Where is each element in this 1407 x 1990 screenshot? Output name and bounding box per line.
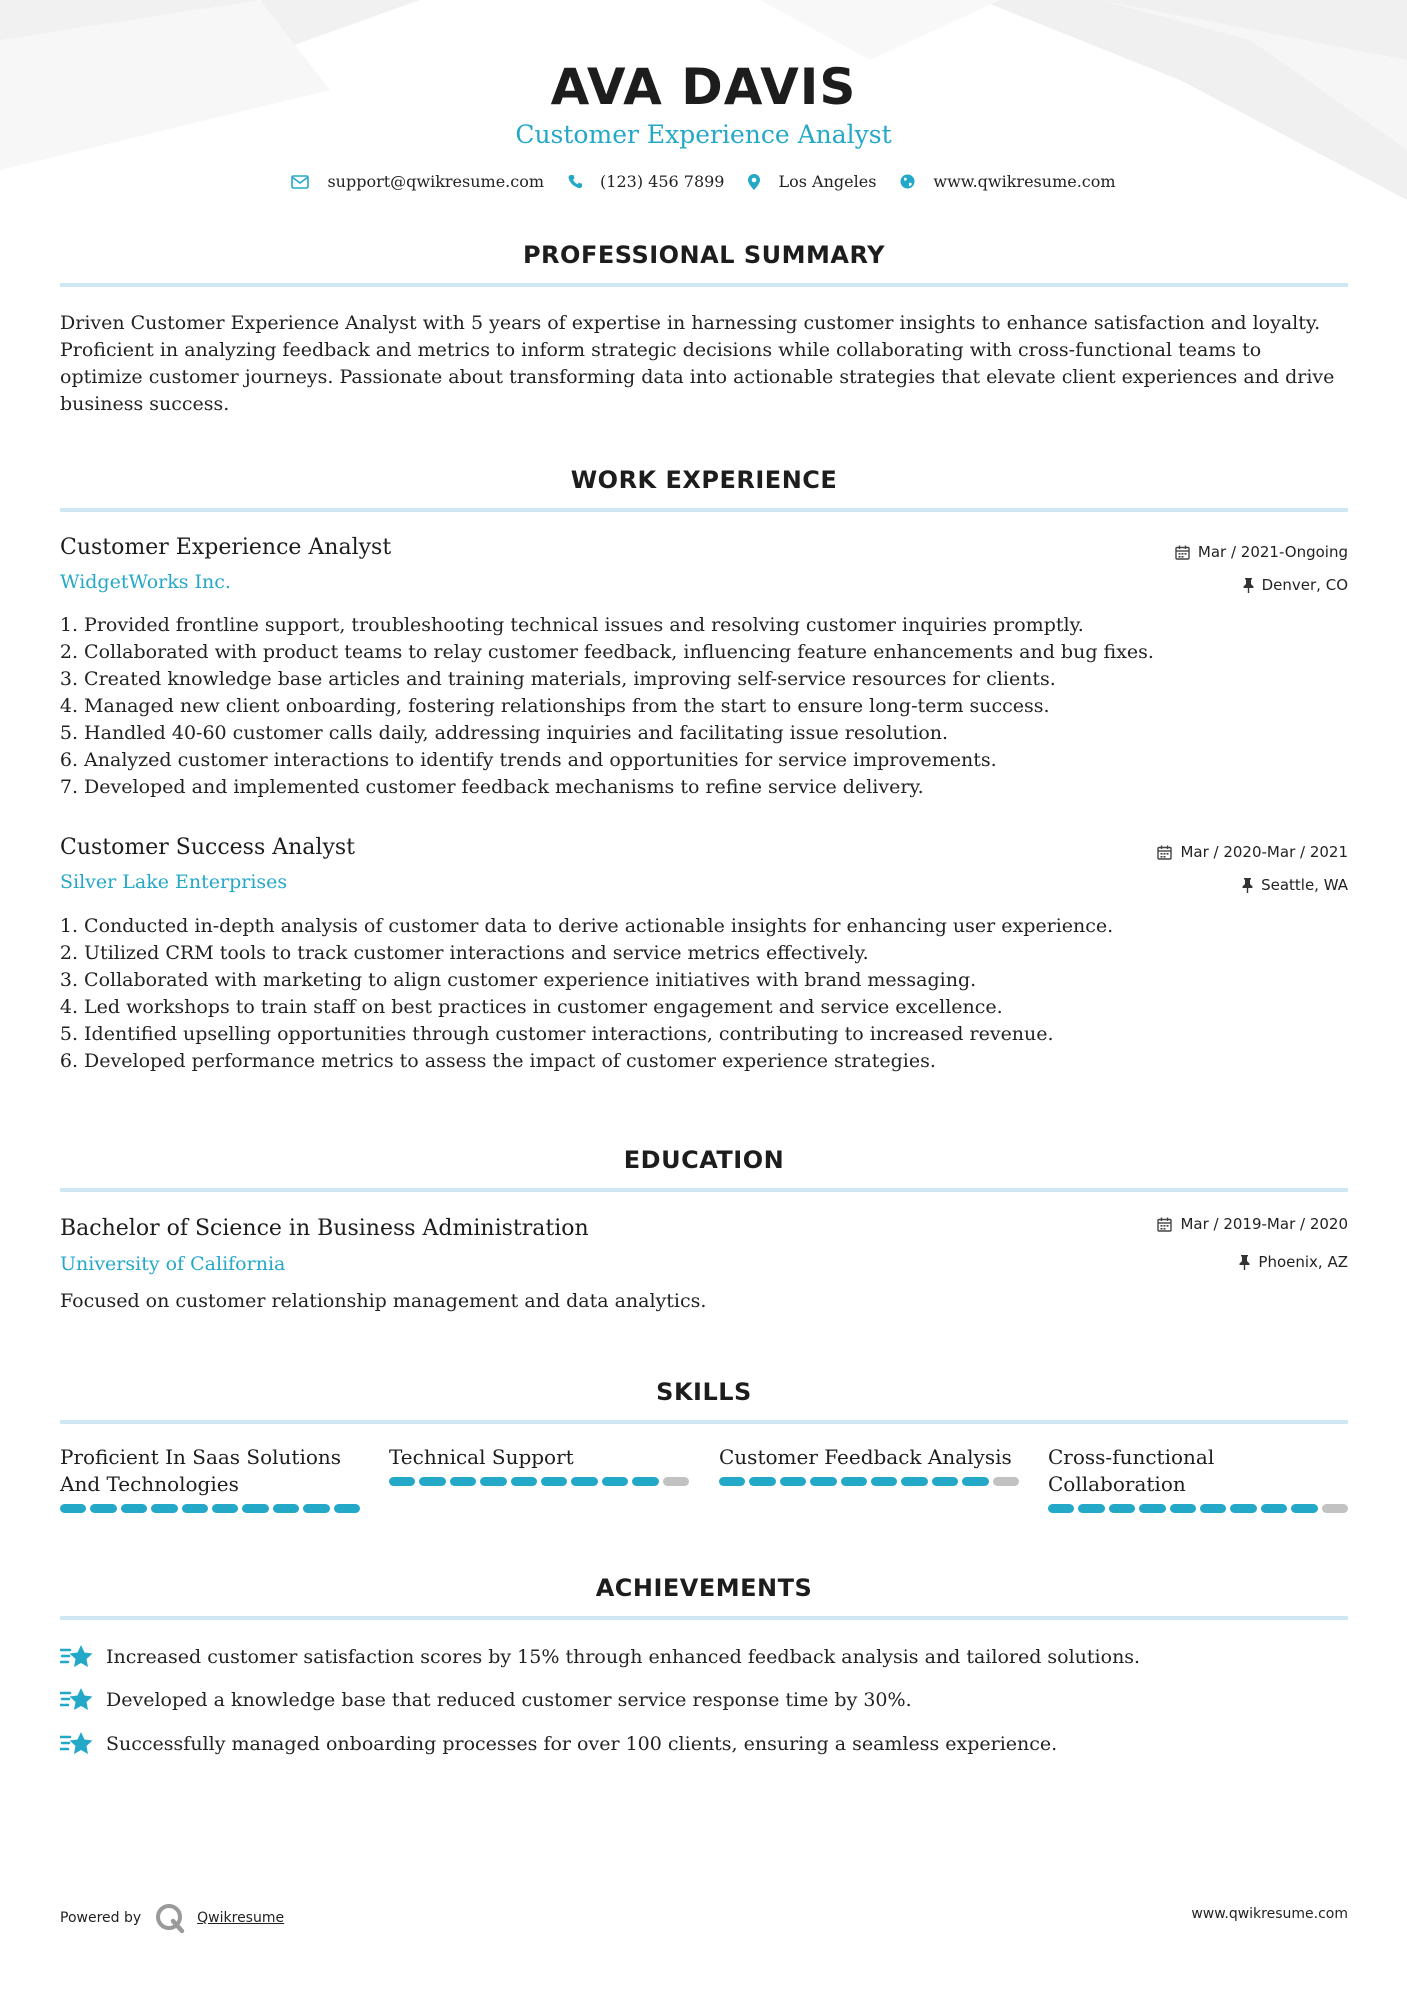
shooting-star-icon: [60, 1644, 94, 1670]
job-1-title: Customer Experience Analyst: [60, 535, 392, 560]
skill-segment-filled: [212, 1504, 238, 1513]
skill-segment-filled: [389, 1477, 415, 1486]
skill-segment-filled: [1139, 1504, 1165, 1513]
skill-segment-filled: [151, 1504, 177, 1513]
skill-segment-filled: [303, 1504, 329, 1513]
footer-website[interactable]: www.qwikresume.com: [1191, 1906, 1348, 1922]
skill-segment-filled: [1078, 1504, 1104, 1513]
calendar-icon: [1157, 845, 1172, 860]
skill-segment-filled: [182, 1504, 208, 1513]
skills-divider: [60, 1420, 1348, 1424]
education-location: [1239, 1253, 1348, 1271]
shooting-star-icon: [60, 1731, 94, 1757]
job-2-location: [1242, 876, 1348, 894]
skill-segment-filled: [1230, 1504, 1256, 1513]
skill-segment-filled: [719, 1477, 745, 1486]
experience-divider: [60, 508, 1348, 512]
job-1-company: WidgetWorks Inc.: [60, 571, 231, 593]
summary-divider: [60, 283, 1348, 287]
skill-name: Proficient In Saas Solutions And Technologies: [60, 1445, 342, 1496]
summary-text: Driven Customer Experience Analyst with 5 years of expertise in harnessing customer insights to enhance satisfaction and loyalty. Proficient in analyzing feedback and metrics to inform strategic decisions while collaborating with cross-functional teams to optimize customer journeys. Passionate about transforming data into actionable strategies that elevate client experiences and drive business success.: [60, 312, 1335, 415]
phone-icon: [568, 174, 582, 189]
list-item: 2. Collaborated with product teams to relay customer feedback, influencing feature enhancements and bug fixes.: [59, 641, 1154, 663]
skill-segment-filled: [841, 1477, 867, 1486]
qwikresume-logo-icon: [155, 1903, 185, 1933]
skill-segment-filled: [419, 1477, 445, 1486]
education-school: University of California: [60, 1253, 286, 1275]
skill-item: [389, 1444, 689, 1486]
skill-name: Customer Feedback Analysis: [719, 1445, 1012, 1469]
skill-segment-filled: [60, 1504, 86, 1513]
achievements-divider: [60, 1616, 1348, 1620]
achievement-text: Successfully managed onboarding processes for over 100 clients, ensuring a seamless experience.: [106, 1733, 1058, 1755]
list-item: 7. Developed and implemented customer feedback mechanisms to refine service delivery.: [59, 776, 924, 798]
skill-segment-filled: [810, 1477, 836, 1486]
qwikresume-link[interactable]: Qwikresume: [197, 1910, 285, 1926]
contact-email[interactable]: [291, 172, 544, 191]
job-2-company: Silver Lake Enterprises: [60, 871, 288, 893]
skill-segment-empty: [993, 1477, 1019, 1486]
achievement-item: [60, 1644, 1140, 1670]
skill-item: [60, 1444, 360, 1513]
skill-level-bar: [1048, 1504, 1348, 1513]
education-degree: Bachelor of Science in Business Administration: [60, 1216, 589, 1241]
contact-location-text: Los Angeles: [778, 172, 877, 191]
skill-level-bar: [60, 1504, 360, 1513]
job-2-bullets: [56, 913, 1346, 1075]
education-dates: [1157, 1215, 1348, 1233]
skill-segment-filled: [1261, 1504, 1287, 1513]
skill-segment-empty: [663, 1477, 689, 1486]
education-heading: EDUCATION: [623, 1146, 785, 1174]
skill-segment-filled: [1048, 1504, 1074, 1513]
contact-phone-text: (123) 456 7899: [600, 172, 725, 191]
globe-icon: [900, 174, 915, 189]
contact-email-text: support@qwikresume.com: [327, 172, 545, 191]
powered-by-label: Powered by: [60, 1910, 142, 1926]
job-2-title: Customer Success Analyst: [60, 835, 356, 860]
skill-segment-filled: [749, 1477, 775, 1486]
job-2-dates: [1157, 843, 1348, 861]
achievements-heading: ACHIEVEMENTS: [595, 1574, 813, 1602]
achievement-item: [60, 1687, 912, 1713]
list-item: 3. Created knowledge base articles and training materials, improving self-service resources for clients.: [59, 668, 1056, 690]
pushpin-icon: [1242, 878, 1253, 893]
job-1-dates: [1175, 543, 1348, 561]
achievement-text: Developed a knowledge base that reduced customer service response time by 30%.: [106, 1689, 912, 1711]
pushpin-icon: [1239, 1255, 1250, 1270]
skill-segment-filled: [334, 1504, 360, 1513]
job-1-location-text: Denver, CO: [1261, 576, 1348, 594]
shooting-star-icon: [60, 1687, 94, 1713]
list-item: 6. Developed performance metrics to assess the impact of customer experience strategies.: [59, 1050, 936, 1072]
job-2-location-text: Seattle, WA: [1261, 876, 1348, 894]
calendar-icon: [1175, 545, 1190, 560]
list-item: 2. Utilized CRM tools to track customer interactions and service metrics effectively.: [59, 942, 869, 964]
contact-website[interactable]: [900, 172, 1115, 191]
contact-location: [748, 172, 876, 191]
contact-phone[interactable]: [568, 172, 724, 191]
summary-heading: PROFESSIONAL SUMMARY: [522, 241, 886, 269]
pushpin-icon: [1243, 578, 1254, 593]
skill-segment-filled: [1109, 1504, 1135, 1513]
skill-name: Cross-functional Collaboration: [1048, 1445, 1215, 1496]
list-item: 5. Handled 40-60 customer calls daily, addressing inquiries and facilitating issue resolution.: [59, 722, 949, 744]
list-item: 1. Provided frontline support, troubleshooting technical issues and resolving customer inquiries promptly.: [59, 614, 1084, 636]
skill-segment-filled: [273, 1504, 299, 1513]
education-divider: [60, 1188, 1348, 1192]
map-pin-icon: [748, 174, 760, 190]
skill-segment-filled: [541, 1477, 567, 1486]
skill-item: [719, 1444, 1019, 1486]
job-2-dates-text: Mar / 2020-Mar / 2021: [1180, 843, 1348, 861]
skill-segment-empty: [1322, 1504, 1348, 1513]
list-item: 4. Managed new client onboarding, fostering relationships from the start to ensure long-term success.: [59, 695, 1050, 717]
skill-segment-filled: [90, 1504, 116, 1513]
skill-segment-filled: [480, 1477, 506, 1486]
skill-segment-filled: [1170, 1504, 1196, 1513]
list-item: 6. Analyzed customer interactions to identify trends and opportunities for service improvements.: [59, 749, 997, 771]
contact-bar: [0, 172, 1407, 191]
list-item: 5. Identified upselling opportunities through customer interactions, contributing to increased revenue.: [59, 1023, 1054, 1045]
candidate-role: Customer Experience Analyst: [515, 120, 892, 149]
job-1-location: [1243, 576, 1348, 594]
skill-level-bar: [389, 1477, 689, 1486]
envelope-icon: [291, 175, 309, 189]
candidate-name: AVA DAVIS: [550, 58, 857, 116]
skill-item: [1048, 1444, 1348, 1513]
education-location-text: Phoenix, AZ: [1258, 1253, 1348, 1271]
skill-level-bar: [719, 1477, 1019, 1486]
skill-segment-filled: [932, 1477, 958, 1486]
list-item: 4. Led workshops to train staff on best practices in customer engagement and service excellence.: [59, 996, 1003, 1018]
skill-segment-filled: [962, 1477, 988, 1486]
achievement-text: Increased customer satisfaction scores by 15% through enhanced feedback analysis and tailored solutions.: [106, 1646, 1141, 1668]
skill-segment-filled: [901, 1477, 927, 1486]
skills-heading: SKILLS: [656, 1378, 752, 1406]
skill-segment-filled: [450, 1477, 476, 1486]
list-item: 1. Conducted in-depth analysis of customer data to derive actionable insights for enhancing user experience.: [59, 915, 1114, 937]
skill-segment-filled: [121, 1504, 147, 1513]
skill-segment-filled: [871, 1477, 897, 1486]
calendar-icon: [1157, 1217, 1172, 1232]
achievement-item: [60, 1731, 1057, 1757]
education-dates-text: Mar / 2019-Mar / 2020: [1180, 1215, 1348, 1233]
skill-segment-filled: [242, 1504, 268, 1513]
experience-heading: WORK EXPERIENCE: [570, 466, 838, 494]
skill-name: Technical Support: [389, 1445, 574, 1469]
footer-powered-by: [60, 1903, 284, 1933]
list-item: 3. Collaborated with marketing to align customer experience initiatives with brand messaging.: [59, 969, 977, 991]
education-description: Focused on customer relationship management and data analytics.: [60, 1290, 707, 1312]
skill-segment-filled: [780, 1477, 806, 1486]
job-1-bullets: [56, 612, 1346, 801]
skill-segment-filled: [602, 1477, 628, 1486]
skill-segment-filled: [632, 1477, 658, 1486]
skill-segment-filled: [1291, 1504, 1317, 1513]
skill-segment-filled: [511, 1477, 537, 1486]
skill-segment-filled: [1200, 1504, 1226, 1513]
contact-website-text: www.qwikresume.com: [933, 172, 1116, 191]
skill-segment-filled: [571, 1477, 597, 1486]
job-1-dates-text: Mar / 2021-Ongoing: [1197, 543, 1348, 561]
